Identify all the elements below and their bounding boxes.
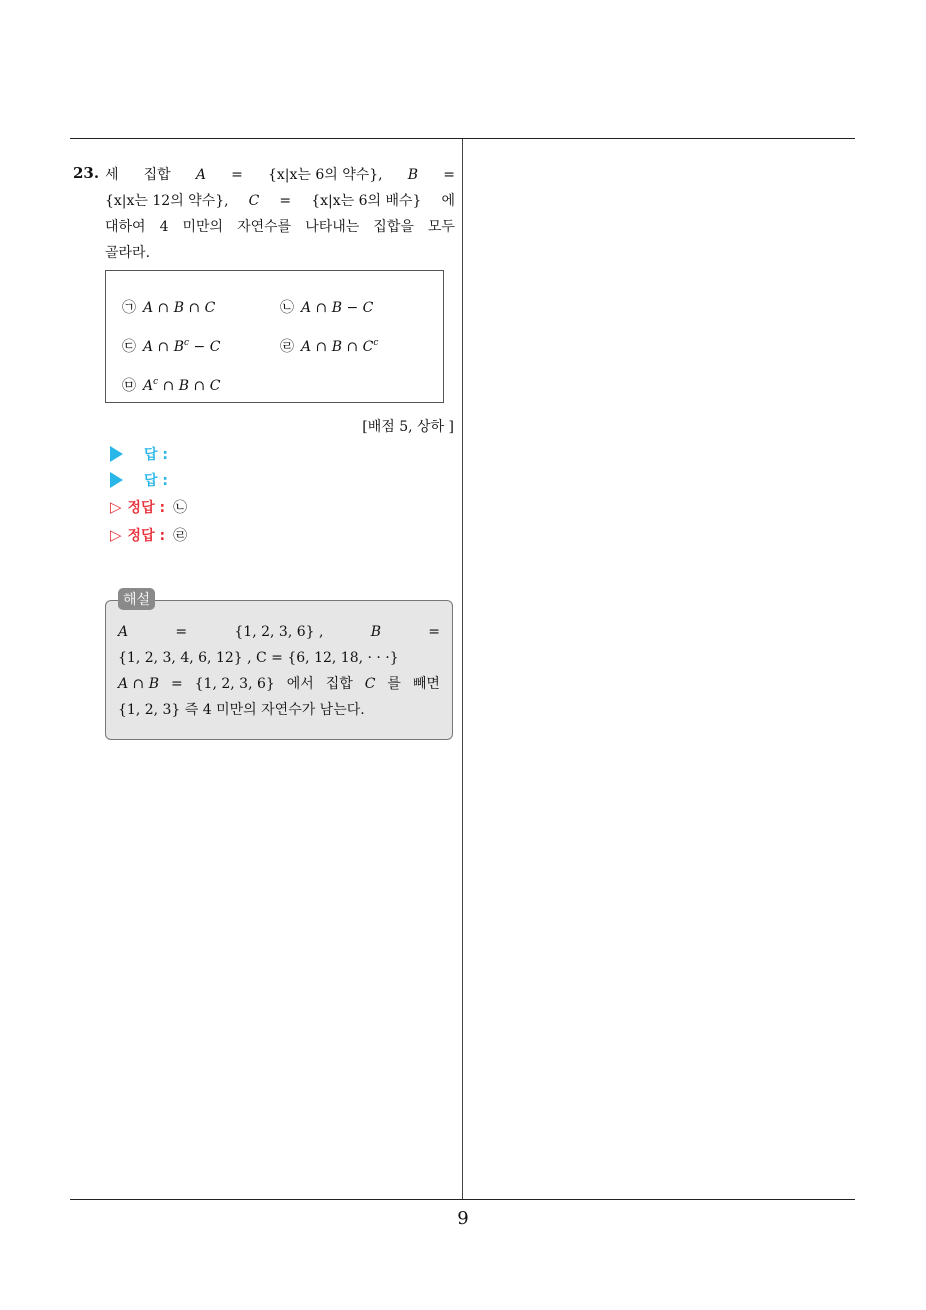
question-number: 23. [73,164,100,182]
solution-line-3 [118,675,440,693]
solution-token: = [428,624,440,640]
question-word: 세 [105,167,119,183]
solution-token: {1, 2, 3, 6} , [234,624,324,640]
choice-mark: ㉤ [122,378,136,394]
correct-answer-label: 정답 : [127,500,166,516]
solution-line-1 [118,623,440,641]
equals-sign: = [279,193,292,209]
question-word: 에 [441,193,455,209]
solution-tag: 해설 [118,588,155,610]
complement-superscript: c [373,338,379,348]
choice-4 [280,336,378,356]
solution-token: A ∩ B [118,676,160,692]
solution-line-4: {1, 2, 3} 즉 4 미만의 자연수가 남는다. [118,702,365,718]
set-c-definition: {x|x는 6의 배수} [311,193,422,209]
question-word: 집합 [143,167,171,183]
choice-3 [122,336,220,356]
solution-box [105,600,453,740]
footer-rule [70,1199,855,1200]
set-a-symbol: A [195,167,206,183]
choice-2 [280,297,373,317]
complement-superscript: c [184,338,190,348]
equals-sign: = [443,167,455,183]
question-word: 나타내는 [305,219,360,235]
page-number: 9 [457,1208,469,1229]
solution-token: B [370,624,381,640]
answer-blank-2 [110,470,168,490]
choice-mark: ㉠ [122,300,136,316]
score-label: [배점 5, 상하 ] [362,419,454,435]
question-word: 모두 [427,219,455,235]
correct-answer-label: 정답 : [127,528,166,544]
correct-answer-2 [110,525,187,545]
choice-expression-tail: ∩ B ∩ C [158,378,221,394]
choice-expression-tail: − C [189,339,221,355]
solution-token: = [170,676,183,692]
question-text-line-3 [105,218,455,236]
question-word: 4 [159,219,169,235]
choice-expression: A ∩ B ∩ C [301,339,374,355]
solution-token: 집합 [325,676,353,692]
play-triangle-icon [110,446,123,462]
equals-sign: = [231,167,243,183]
choice-expression: A ∩ B ∩ C [143,300,216,316]
solution-token: A [118,624,129,640]
question-word: 집합을 [373,219,414,235]
complement-superscript: c [153,377,159,387]
answer-label: 답 : [144,447,168,463]
correct-answer-value: ㉡ [173,500,188,516]
question-text-line-2 [105,192,455,210]
answer-label: 답 : [144,473,168,489]
set-c-symbol: C [248,193,260,209]
set-b-definition: {x|x는 12의 약수}, [105,193,229,209]
solution-token: 에서 [286,676,314,692]
outline-triangle-icon: ▷ [110,526,122,544]
solution-token: 빼면 [412,676,440,692]
set-a-definition: {x|x는 6의 약수}, [267,167,383,183]
question-word: 미만의 [182,219,224,235]
choice-1 [122,297,215,317]
question-text-line-1 [105,166,455,184]
question-word: 대하여 [105,219,146,235]
outline-triangle-icon: ▷ [110,498,122,516]
answer-blank-1 [110,444,168,464]
choice-5 [122,375,220,395]
choice-mark: ㉡ [280,300,294,316]
correct-answer-1 [110,497,187,517]
choice-mark: ㉢ [122,339,136,355]
question-word: 자연수를 [237,219,292,235]
set-b-symbol: B [407,167,419,183]
choice-expression: A ∩ B − C [301,300,374,316]
question-text-line-4: 골라라. [105,245,151,261]
solution-token: {1, 2, 3, 6} [194,676,275,692]
correct-answer-value: ㉣ [173,528,188,544]
column-divider [462,139,463,1200]
solution-line-2: {1, 2, 3, 4, 6, 12} , C = {6, 12, 18, · · ·} [118,650,399,666]
solution-token: C [364,676,376,692]
solution-token: = [175,624,188,640]
choice-expression: A ∩ B [143,339,185,355]
play-triangle-icon [110,472,123,488]
solution-token: 를 [387,676,401,692]
choice-expression: A [143,378,154,394]
choice-mark: ㉣ [280,339,294,355]
